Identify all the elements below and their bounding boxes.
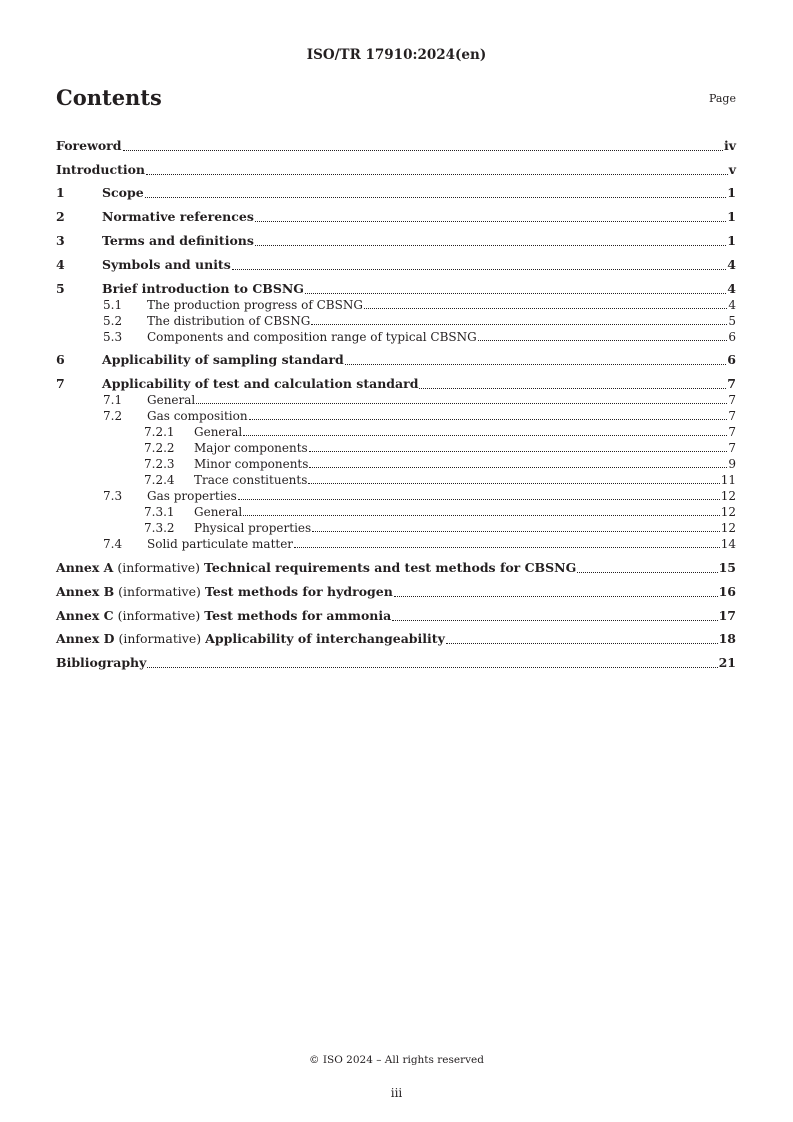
- toc-entry-page: 21: [718, 655, 736, 671]
- dot-leader: [364, 307, 727, 309]
- toc-entry-title: [56, 608, 391, 624]
- annex-label: Annex B: [56, 583, 115, 599]
- toc-entry-page: 7: [728, 441, 736, 456]
- toc-entry-title: [56, 631, 445, 647]
- document-id-header: ISO/TR 17910:2024(en): [306, 47, 487, 63]
- dot-leader: [147, 666, 717, 668]
- toc-entry[interactable]: [56, 368, 736, 392]
- toc-entry[interactable]: [56, 504, 736, 520]
- dot-leader: [311, 323, 727, 325]
- toc-entry-page: 6: [727, 352, 736, 368]
- toc-entry[interactable]: [56, 424, 736, 440]
- dot-leader: [243, 514, 719, 516]
- toc-entry[interactable]: [56, 576, 736, 600]
- toc-entry[interactable]: [56, 392, 736, 408]
- copyright-notice: © ISO 2024 – All rights reserved: [309, 1054, 484, 1066]
- toc-entry-title: The distribution of CBSNG: [147, 313, 311, 328]
- toc-entry-page: 7: [727, 376, 736, 392]
- toc-entry[interactable]: [56, 178, 736, 202]
- toc-entry[interactable]: [56, 472, 736, 488]
- toc-entry-number: 1: [56, 185, 65, 201]
- toc-entry-title: Minor components: [194, 457, 309, 472]
- toc-entry-page: 7: [728, 393, 736, 408]
- annex-title: Applicability of interchangeability: [205, 631, 445, 647]
- toc-entry-title: Applicability of sampling standard: [102, 352, 344, 368]
- dot-leader: [446, 642, 718, 644]
- annex-informative-label: (informative): [114, 631, 206, 647]
- toc-entry-title: The production progress of CBSNG: [147, 297, 363, 312]
- toc-entry-number: 5.3: [103, 329, 123, 344]
- dot-leader: [577, 571, 717, 573]
- toc-entry-title: General: [194, 505, 243, 520]
- toc-entry-page: 14: [720, 537, 736, 552]
- toc-entry[interactable]: [56, 520, 736, 536]
- toc-entry[interactable]: [56, 345, 736, 369]
- toc-entry-number: 7.3.2: [144, 521, 175, 536]
- dot-leader: [232, 268, 727, 270]
- toc-entry[interactable]: [56, 440, 736, 456]
- toc-entry-page: iv: [723, 137, 736, 153]
- toc-entry-number: 3: [56, 232, 65, 248]
- toc-entry-page: 6: [728, 329, 736, 344]
- toc-entry-number: 7.2.4: [144, 473, 175, 488]
- toc-entry[interactable]: [56, 273, 736, 297]
- annex-label: Annex D: [56, 631, 115, 647]
- toc-entry-number: 5.1: [103, 297, 123, 312]
- table-of-contents: [56, 130, 736, 671]
- toc-entry-number: 7.4: [103, 537, 123, 552]
- toc-entry-title: Major components: [194, 441, 308, 456]
- dot-leader: [255, 220, 726, 222]
- toc-entry-title: Normative references: [102, 209, 254, 225]
- dot-leader: [308, 482, 719, 484]
- annex-informative-label: (informative): [114, 583, 205, 599]
- toc-entry-title: Components and composition range of typical CBSNG: [147, 329, 477, 344]
- page-column-label: Page: [708, 92, 736, 105]
- toc-entry[interactable]: [56, 408, 736, 424]
- dot-leader: [309, 466, 727, 468]
- toc-entry-number: 6: [56, 352, 65, 368]
- toc-entry-page: 4: [727, 256, 736, 272]
- toc-entry[interactable]: [56, 154, 736, 178]
- annex-title: Technical requirements and test methods for CBSNG: [204, 559, 577, 575]
- toc-entry[interactable]: [56, 249, 736, 273]
- toc-entry-title: Scope: [102, 185, 144, 201]
- toc-entry[interactable]: [56, 536, 736, 552]
- toc-entry-number: 7.2.1: [144, 425, 175, 440]
- toc-entry-title: Gas properties: [147, 489, 237, 504]
- toc-entry[interactable]: [56, 647, 736, 671]
- annex-title: Test methods for ammonia: [204, 607, 392, 623]
- dot-leader: [146, 173, 728, 175]
- toc-entry-number: 7.2.3: [144, 457, 175, 472]
- toc-entry-page: v: [728, 161, 736, 177]
- toc-entry-number: 4: [56, 256, 65, 272]
- toc-entry[interactable]: [56, 225, 736, 249]
- toc-entry-title: [56, 584, 393, 600]
- dot-leader: [478, 339, 728, 341]
- toc-entry[interactable]: [56, 313, 736, 329]
- toc-entry[interactable]: [56, 329, 736, 345]
- toc-entry-number: 2: [56, 209, 65, 225]
- toc-entry-page: 1: [727, 232, 736, 248]
- dot-leader: [419, 387, 726, 389]
- toc-entry-page: 1: [727, 185, 736, 201]
- toc-entry-page: 16: [718, 583, 736, 599]
- toc-entry-page: 17: [718, 607, 736, 623]
- toc-entry-title: Solid particulate matter: [147, 537, 294, 552]
- toc-entry-title: Brief introduction to CBSNG: [102, 280, 304, 296]
- dot-leader: [238, 498, 720, 500]
- toc-entry-number: 7.3: [103, 489, 123, 504]
- toc-entry[interactable]: [56, 201, 736, 225]
- toc-entry-title: Gas composition: [147, 409, 248, 424]
- toc-entry-page: 18: [718, 631, 736, 647]
- toc-entry[interactable]: [56, 552, 736, 576]
- toc-entry-title: Introduction: [56, 161, 146, 177]
- dot-leader: [243, 434, 727, 436]
- toc-entry-title: Trace constituents: [194, 473, 308, 488]
- toc-entry-number: 7.1: [103, 393, 123, 408]
- toc-entry[interactable]: [56, 600, 736, 624]
- dot-leader: [249, 418, 728, 420]
- dot-leader: [123, 149, 723, 151]
- toc-entry-number: 7.2.2: [144, 441, 175, 456]
- toc-entry-page: 9: [728, 457, 736, 472]
- toc-entry-number: 7.3.1: [144, 505, 175, 520]
- toc-entry-title: Symbols and units: [102, 256, 231, 272]
- toc-entry-title: Foreword: [56, 137, 122, 153]
- dot-leader: [145, 196, 727, 198]
- toc-entry-page: 7: [728, 425, 736, 440]
- toc-entry-title: Applicability of test and calculation standard: [102, 376, 419, 392]
- toc-entry-title: Physical properties: [194, 521, 312, 536]
- toc-entry[interactable]: [56, 456, 736, 472]
- toc-entry-page: 4: [727, 280, 736, 296]
- dot-leader: [312, 530, 720, 532]
- toc-entry[interactable]: [56, 130, 736, 154]
- toc-entry-page: 12: [720, 521, 736, 536]
- annex-label: Annex C: [56, 607, 114, 623]
- toc-entry-number: 7.2: [103, 409, 123, 424]
- toc-entry-page: 4: [728, 297, 736, 312]
- toc-entry-number: 5.2: [103, 313, 123, 328]
- toc-entry-title: [56, 560, 576, 576]
- toc-entry[interactable]: [56, 297, 736, 313]
- toc-entry-title: Terms and definitions: [102, 232, 254, 248]
- toc-entry-page: 7: [728, 409, 736, 424]
- annex-label: Annex A: [56, 559, 114, 575]
- dot-leader: [345, 363, 727, 365]
- toc-entry-number: 7: [56, 376, 65, 392]
- toc-entry-page: 5: [728, 313, 736, 328]
- dot-leader: [294, 546, 720, 548]
- dot-leader: [392, 619, 717, 621]
- toc-entry-page: 12: [720, 505, 736, 520]
- toc-entry[interactable]: [56, 488, 736, 504]
- toc-entry[interactable]: [56, 624, 736, 648]
- toc-entry-page: 12: [720, 489, 736, 504]
- toc-entry-title: General: [194, 425, 243, 440]
- toc-entry-title: General: [147, 393, 196, 408]
- toc-entry-title: Bibliography: [56, 655, 147, 671]
- dot-leader: [394, 595, 718, 597]
- dot-leader: [305, 292, 726, 294]
- toc-entry-page: 15: [718, 559, 736, 575]
- toc-entry-number: 5: [56, 280, 65, 296]
- dot-leader: [309, 450, 728, 452]
- dot-leader: [255, 244, 726, 246]
- annex-title: Test methods for hydrogen: [204, 583, 393, 599]
- toc-entry-page: 11: [720, 473, 736, 488]
- annex-informative-label: (informative): [113, 607, 205, 623]
- page-title: Contents: [56, 85, 162, 110]
- dot-leader: [196, 402, 727, 404]
- toc-entry-page: 1: [727, 209, 736, 225]
- annex-informative-label: (informative): [113, 559, 205, 575]
- page-number: iii: [390, 1086, 403, 1100]
